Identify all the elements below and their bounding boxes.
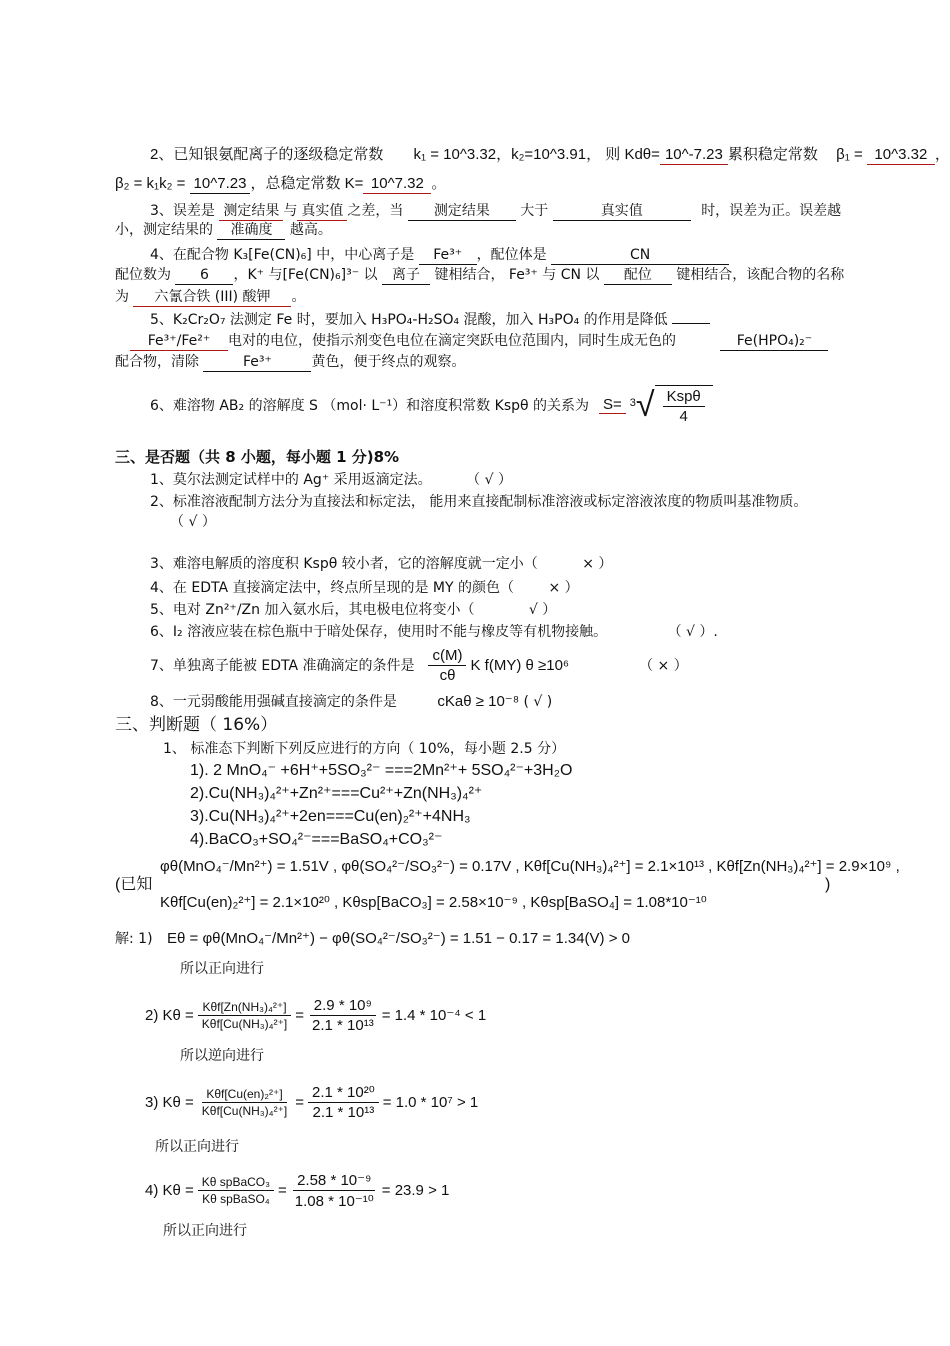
known-line-2: Kθf[Cu(en)₂²⁺] = 2.1×10²⁰ , Kθsp[BaCO₃] = 2.58×10⁻⁹ , Kθsp[BaSO₄] = 1.08*10⁻¹⁰ <box>160 894 707 911</box>
tf-item-4-text: 4、在 EDTA 直接滴定法中，终点所呈现的是 MY 的颜色（ <box>150 580 515 596</box>
tf-item-5-text: 5、电对 Zn²⁺/Zn 加入氨水后，其电极电位将变小（ <box>150 602 475 618</box>
tf-item-8-text: 8、一元弱酸能用强碱直接滴定的条件是 <box>150 694 397 710</box>
q4-text-3: 配位数为 <box>115 267 171 283</box>
s2-num-2: 2.9 * 10⁹ <box>310 997 376 1016</box>
root-index: 3 <box>629 397 636 409</box>
s4-fraction-2 <box>291 1171 378 1210</box>
q3-answer-2: 真实值 <box>297 202 347 221</box>
s2-fraction-1 <box>198 1000 291 1031</box>
s4-fraction-1 <box>198 1175 274 1206</box>
q4-text-2: ，配位体是 <box>476 247 547 263</box>
q3-text-5: 时，误差为正。误差越 <box>701 203 842 219</box>
solution-3: 3) Kθ = $\frac{\text{Kθf[Cu(en)₂²⁺]}}{\text{Kθf[Cu(NH₃)₄²⁺]}}$ = $\frac{\text{2.1 * 10²⁰}}{\text{2.1 * 10¹³}}$ = 1.0 * 10⁷ > 1 <box>145 1084 479 1121</box>
tf-item-2-text: 2、标准溶液配制方法分为直接法和标定法， 能用来直接配制标准溶液或标定溶液浓度的物质叫基准物质。 <box>150 494 808 510</box>
tf-item-6 <box>150 623 718 641</box>
q2-beta1-label: β₁ = <box>836 146 863 163</box>
q3-answer-1: 测定结果 <box>219 202 283 221</box>
radical-sign: √ <box>635 386 655 424</box>
tf-item-1-text: 1、莫尔法测定试样中的 Ag⁺ 采用返滴定法。 <box>150 472 432 488</box>
tf-item-3 <box>150 555 612 573</box>
reaction-1: 1). 2 MnO₄⁻ +6H⁺+5SO₃²⁻ ===2Mn²⁺+ 5SO₄²⁻+3H₂O <box>190 762 573 779</box>
tf-item-8-answer: ( √ ) <box>523 694 553 710</box>
tf-item-4 <box>150 579 579 597</box>
known-close: ) <box>825 876 831 893</box>
s2-result: = 1.4 * 10⁻⁴ < 1 <box>381 1007 487 1024</box>
q4-line2 <box>115 266 844 285</box>
q6-line <box>150 380 717 430</box>
s4-num-2: 2.58 * 10⁻⁹ <box>293 1171 375 1191</box>
q2-beta1-answer: 10^3.32 <box>867 146 935 165</box>
q4-answer-5: 配位 <box>604 266 672 285</box>
solution-3-conclusion: 所以正向进行 <box>155 1139 239 1155</box>
s3-result: = 1.0 * 10⁷ > 1 <box>382 1093 479 1111</box>
tf-section-title: 三、是否题（共 8 小题，每小题 1 分)8% <box>115 448 400 466</box>
solution-2-label: 2) Kθ = <box>145 1006 194 1024</box>
s3-num-2: 2.1 * 10²⁰ <box>308 1083 379 1103</box>
q5-text-2: 电对的电位，使指示剂变色电位在滴定突跃电位范围内，同时生成无色的 <box>228 333 676 349</box>
tf-item-5-answer: √ ） <box>528 602 557 618</box>
solution-4-label: 4) Kθ = <box>145 1181 194 1199</box>
q2-beta2-answer: 10^7.23 <box>190 175 251 194</box>
q5-line3 <box>115 353 465 372</box>
q5-text-3: 配合物，清除 <box>115 354 199 370</box>
q5-text-4: 黄色，便于终点的观察。 <box>311 354 466 370</box>
tf-item-6-answer: （ √ ）. <box>667 624 718 640</box>
solution-1-conclusion: 所以正向进行 <box>180 961 264 977</box>
q4-text-4: ，K⁺ 与[Fe(CN)₆]³⁻ 以 <box>233 267 378 283</box>
tf-item-7-text: 7、单独离子能被 EDTA 准确滴定的条件是 <box>150 658 415 674</box>
q2-text: 2、已知银氨配离子的逐级稳定常数 <box>150 146 384 163</box>
q3-text-7: 越高。 <box>289 222 332 238</box>
cond7-fraction <box>428 647 466 684</box>
cond7-den: cθ <box>439 666 456 684</box>
s3-fraction-1 <box>198 1087 291 1118</box>
reaction-3: 3).Cu(NH₃)₄²⁺+2en===Cu(en)₂²⁺+4NH₃ <box>190 808 471 825</box>
q3-line1 <box>150 202 841 221</box>
q4-end: 。 <box>291 289 306 305</box>
q3-text-3: 之差，当 <box>347 203 404 219</box>
q3-text-2: 与 <box>283 203 298 219</box>
s3-num-1: Kθf[Cu(en)₂²⁺] <box>202 1087 286 1103</box>
solution-2: 2) Kθ = $\frac{\text{Kθf[Zn(NH₃)₄²⁺]}}{\text{Kθf[Cu(NH₃)₄²⁺]}}$ = $\frac{\text{2.9 * 10⁹}}{\text{2.1 * 10¹³}}$ = 1.4 * 10⁻⁴ < 1 <box>145 996 487 1034</box>
q5-line1 <box>150 311 710 329</box>
q5-answer-2: Fe(HPO₄)₂⁻ <box>720 332 828 351</box>
q6-fraction <box>655 385 713 425</box>
q3-text-4: 大于 <box>520 203 549 219</box>
solution-4: 4) Kθ = $\frac{\text{Kθ spBaCO₃}}{\text{Kθ spBaSO₄}}$ = $\frac{\text{2.58 * 10⁻⁹}}{\text{1.08 * 10⁻¹⁰}}$ = 23.9 > 1 <box>145 1171 450 1210</box>
tf-item-1 <box>150 471 512 489</box>
tf-item-2-answer: （ √ ） <box>170 514 216 530</box>
tf-item-6-text: 6、I₂ 溶液应装在棕色瓶中于暗处保存，使用时不能与橡皮等有机物接触。 <box>150 624 608 640</box>
cube-root <box>630 385 717 425</box>
s3-fraction-2 <box>308 1083 379 1121</box>
q2-kd-answer: 10^-7.23 <box>660 146 728 165</box>
tf-item-3-answer: × ） <box>582 556 613 572</box>
q4-answer-3: 6 <box>175 266 233 285</box>
q3-text-6: 小，测定结果的 <box>115 222 213 238</box>
s2-num-1: Kθf[Zn(NH₃)₄²⁺] <box>198 1000 290 1016</box>
s2-den-2: 2.1 * 10¹³ <box>312 1016 374 1034</box>
q4-text-5: 键相结合， Fe³⁺ 与 CN 以 <box>434 267 600 283</box>
cond8: cKaθ ≥ 10⁻⁸ <box>437 693 520 710</box>
s2-den-1: Kθf[Cu(NH₃)₄²⁺] <box>201 1016 288 1031</box>
q4-text-7: 为 <box>115 289 129 305</box>
q4-text: 4、在配合物 K₃[Fe(CN)₆] 中，中心离子是 <box>150 247 415 263</box>
tf-item-5 <box>150 601 556 619</box>
tf-item-4-answer: × ） <box>548 580 579 596</box>
reaction-2: 2).Cu(NH₃)₄²⁺+Zn²⁺===Cu²⁺+Zn(NH₃)₄²⁺ <box>190 785 483 802</box>
q4-line3 <box>115 288 305 307</box>
q2-total-answer: 10^7.32 <box>363 175 431 194</box>
tf-item-2 <box>150 493 807 511</box>
solution-1-formula: Eθ = φθ(MnO₄⁻/Mn²⁺) − φθ(SO₄²⁻/SO₃²⁻) = 1.51 − 0.17 = 1.34(V) > 0 <box>167 930 630 947</box>
q3-answer-3: 测定结果 <box>408 202 516 221</box>
q6-denominator: 4 <box>679 408 688 425</box>
s4-den-2: 1.08 * 10⁻¹⁰ <box>294 1192 374 1210</box>
q6-numerator: Kspθ <box>663 388 705 407</box>
q2-total-text: ，总稳定常数 K= <box>250 175 364 192</box>
q3-text: 3、误差是 <box>150 203 215 219</box>
q5-answer-3: Fe³⁺ <box>203 353 311 372</box>
tf-item-8 <box>150 693 552 711</box>
solution-3-label: 3) Kθ = <box>145 1093 194 1111</box>
s3-den-1: Kθf[Cu(NH₃)₄²⁺] <box>201 1103 288 1118</box>
reaction-4: 4).BaCO₃+SO₄²⁻===BaSO₄+CO₃²⁻ <box>190 831 443 848</box>
judge-section-title: 三、判断题（ 16%） <box>115 715 278 735</box>
known-line-1: φθ(MnO₄⁻/Mn²⁺) = 1.51V , φθ(SO₄²⁻/SO₃²⁻) = 0.17V , Kθf[Cu(NH₃)₄²⁺] = 2.1×10¹³ , Kθf[Zn(NH₃)₄²⁺] = 2.9×10⁹ , <box>160 858 900 875</box>
tf-item-1-answer: （ √ ） <box>466 472 512 488</box>
q4-text-6: 键相结合，该配合物的名称 <box>676 267 845 283</box>
q2-kd-label: 则 Kdθ= <box>605 146 660 163</box>
judge-intro: 1、 标准态下判断下列反应进行的方向（ 10%，每小题 2.5 分） <box>163 741 566 757</box>
q5-line2 <box>130 332 828 351</box>
q5-text: 5、K₂Cr₂O₇ 法测定 Fe 时，要加入 H₃PO₄-H₂SO₄ 混酸，加入 H₃PO₄ 的作用是降低 <box>150 312 668 328</box>
q5-blank <box>672 323 710 324</box>
q4-answer-1: Fe³⁺ <box>419 246 477 265</box>
s3-den-2: 2.1 * 10¹³ <box>312 1104 375 1121</box>
q5-answer-1: Fe³⁺/Fe²⁺ <box>130 332 228 351</box>
q4-answer-6: 六氰合铁 (III) 酸钾 <box>133 288 291 307</box>
q4-answer-4: 离子 <box>382 266 430 285</box>
cond7-num: c(M) <box>428 647 466 666</box>
q4-answer-2: CN <box>551 246 729 265</box>
q3-answer-5: 准确度 <box>217 221 285 240</box>
q4-line1 <box>150 246 729 265</box>
q6-answer-label: S= <box>599 396 626 414</box>
s4-result: = 23.9 > 1 <box>381 1181 450 1199</box>
cond7-tail: K f(MY) θ ≥10⁶ <box>470 656 570 674</box>
known-label: (已知 <box>115 876 153 893</box>
q6-text: 6、难溶物 AB₂ 的溶解度 S （mol· L⁻¹）和溶度积常数 Kspθ 的关系为 <box>150 398 590 414</box>
q3-answer-4: 真实值 <box>553 202 691 221</box>
solution-2-conclusion: 所以逆向进行 <box>180 1048 264 1064</box>
solution-label: 解: 1) <box>115 931 153 947</box>
q2-beta2-label: β₂ = k₁k₂ = <box>115 175 186 192</box>
solution-4-conclusion: 所以正向进行 <box>163 1223 247 1239</box>
solution-1 <box>115 930 630 948</box>
s2-fraction-2 <box>308 997 378 1034</box>
tf-item-7-answer: （ × ） <box>639 658 688 674</box>
tf-item-3-text: 3、难溶电解质的溶度积 Kspθ 较小者，它的溶解度就一定小（ <box>150 556 538 572</box>
q2-k-values: k₁ = 10^3.32，k₂=10^3.91， <box>413 146 602 163</box>
q3-line2 <box>115 221 332 240</box>
q2-line1: 2、已知银氨配离子的逐级稳定常数 k₁ = 10^3.32，k₂=10^3.91， 则 Kdθ= 10^-7.23 累积稳定常数 β₁ = 10^3.32 ， <box>150 146 950 163</box>
tf-item-7 <box>150 645 698 685</box>
q2-beta-text: 累积稳定常数 <box>727 146 818 163</box>
q2-line2 <box>115 175 446 194</box>
s4-num-1: Kθ spBaCO₃ <box>198 1175 274 1191</box>
s4-den-1: Kθ spBaSO₄ <box>202 1191 270 1206</box>
q2-end: 。 <box>431 175 447 192</box>
